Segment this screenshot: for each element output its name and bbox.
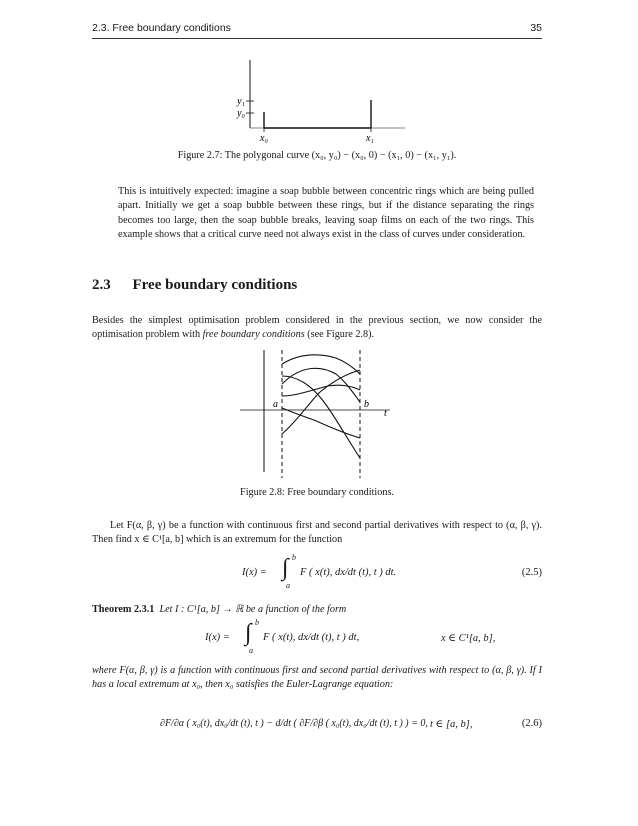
eq25-integral-sign: ∫ <box>282 555 289 581</box>
paragraph-soap-bubble: This is intuitively expected: imagine a soap bubble between concentric rings which are being pulled apart. Initially we get a soap bubble between these rings, but if the distance separating the rings becomes too large, then the soap bubble breaks, leaving soap films on each of the two rings. This example shows that a critical curve need not always exist in the class of curves under consideration. <box>118 186 534 241</box>
equation-2-6 <box>160 708 542 742</box>
eq25-number: (2.5) <box>521 567 542 578</box>
theorem-label: Theorem 2.3.1 <box>92 604 155 615</box>
paragraph-problem: Let F(α, β, γ) be a function with continuous first and second partial derivatives with respect to (α, β, γ). Then find x ∈ C¹[a, b] which is an extremum for the function <box>92 520 542 546</box>
section-number: 2.3 <box>92 277 111 293</box>
section-title: Free boundary conditions <box>132 277 298 293</box>
fig28-label-b: b <box>364 399 369 410</box>
para2-emph: free boundary conditions <box>202 329 305 341</box>
theorem-text: Let I : C¹[a, b] → ℝ be a function of the form <box>159 604 347 615</box>
theorem-continuation: where F(α, β, γ) is a function with continuous first and second partial derivatives with respect to (α, β, γ). If I has a local extremum at x₀, then x₀ satisfies the Euler-Lagrange equation: <box>92 665 542 691</box>
eq25-body: F ( x(t), dx/dt (t), t ) dt. <box>300 567 397 578</box>
figure-2-7-caption: Figure 2.7: The polygonal curve (x₀, y₀) − (x₀, 0) − (x₁, 0) − (x₁, y₁). <box>177 150 457 161</box>
para2-before: Besides the simplest optimisation problem considered in the previous section, we now consider the optimisation problem with <box>92 315 542 341</box>
figure-2-8 <box>232 346 402 480</box>
header-title: 2.3. Free boundary conditions <box>92 22 231 34</box>
eq25-lhs: I(x) = <box>242 567 267 578</box>
figure-2-8-caption: Figure 2.8: Free boundary conditions. <box>240 487 394 498</box>
fig27-label-y1: y₁ <box>237 96 245 107</box>
thm-eq-integral-sign: ∫ <box>245 620 252 646</box>
equation-2-5 <box>242 553 542 591</box>
page-number: 35 <box>530 22 542 34</box>
fig27-label-y0: y₀ <box>237 108 245 119</box>
theorem-statement <box>92 603 542 617</box>
fig27-label-x0: x₀ <box>260 133 268 144</box>
thm-eq-body: F ( x(t), dx/dt (t), t ) dt, <box>263 632 360 643</box>
fig27-label-x1: x₁ <box>366 133 374 144</box>
fig28-curve-1 <box>282 355 360 374</box>
paragraph-intro <box>92 314 542 343</box>
eq26-number: (2.6) <box>521 718 542 729</box>
figure-2-7 <box>220 52 410 144</box>
section-heading <box>92 277 297 294</box>
eq25-lower-limit: a <box>286 581 290 590</box>
fig28-curve-5 <box>282 370 360 434</box>
eq26-condition: t ∈ [a, b], <box>430 719 473 730</box>
theorem-equation <box>205 618 535 656</box>
para2-after: (see Figure 2.8). <box>304 329 375 341</box>
thm-eq-lhs: I(x) = <box>205 632 230 643</box>
eq25-upper-limit: b <box>292 553 296 562</box>
fig28-curve-2 <box>282 368 360 402</box>
fig28-label-a: a <box>273 399 278 410</box>
thm-eq-lower-limit: a <box>249 646 253 655</box>
eq26-text: ∂F/∂α ( x₀(t), dx₀/dt (t), t ) − d/dt ( ∂F/∂β ( x₀(t), dx₀/dt (t), t ) ) = 0, <box>160 718 428 729</box>
thm-eq-domain: x ∈ C¹[a, b], <box>441 633 496 644</box>
fig28-label-t: t <box>384 408 387 419</box>
thm-eq-upper-limit: b <box>255 618 259 627</box>
header-rule <box>92 38 542 39</box>
